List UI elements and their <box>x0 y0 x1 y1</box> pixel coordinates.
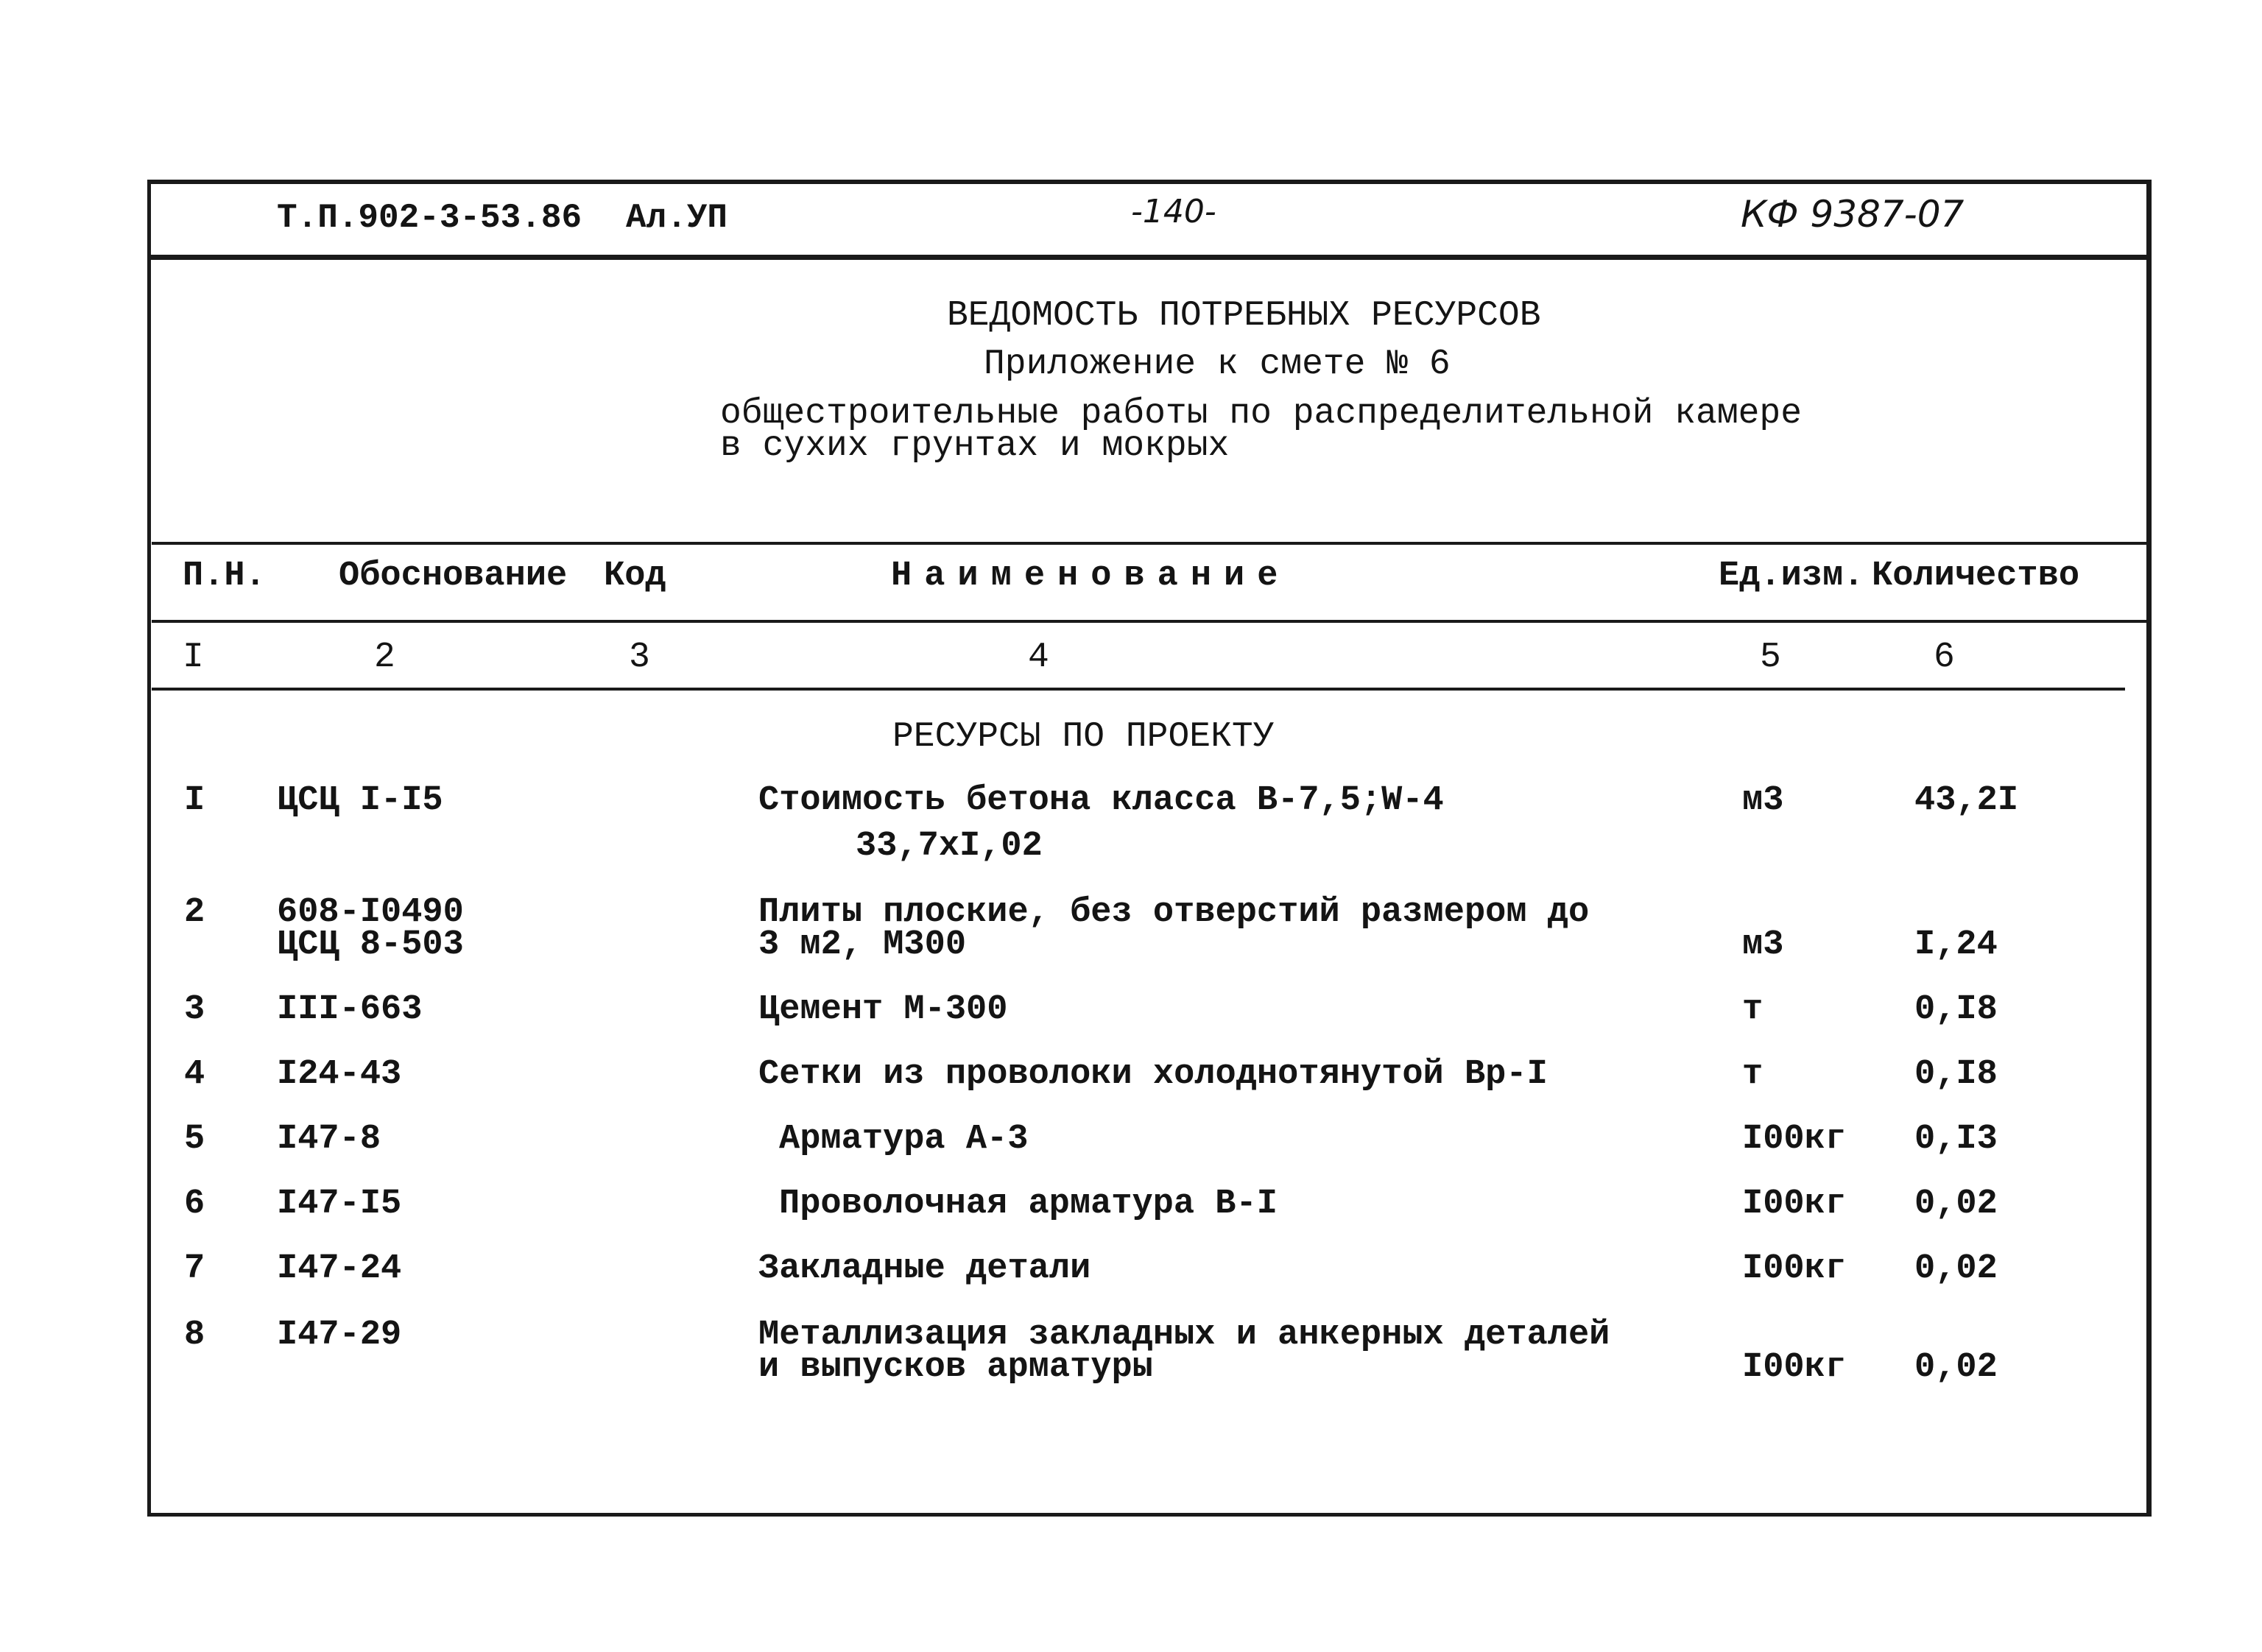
row-8-unit: I00кг <box>1742 1348 1847 1387</box>
column-header-code: Код <box>604 557 666 596</box>
document-code: КФ 9387-07 <box>1741 193 1965 236</box>
row-1-unit: м3 <box>1742 781 1784 820</box>
row-7-pn: 7 <box>184 1249 205 1288</box>
row-3-unit: т <box>1742 990 1764 1029</box>
row-3-quantity: 0,I8 <box>1914 990 1998 1029</box>
row-4-basis: I24-43 <box>277 1055 402 1094</box>
project-code: Т.П.902-3-53.86 <box>277 199 582 237</box>
row-1-pn: I <box>184 781 205 820</box>
row-8-name-line-1: Металлизация закладных и анкерных деталей <box>758 1316 1610 1355</box>
row-1-name <box>758 781 1444 866</box>
row-2-quantity: I,24 <box>1914 925 1998 964</box>
document-subtitle: Приложение к смете № 6 <box>984 345 1451 384</box>
row-4-name: Сетки из проволоки холоднотянутой Вр-I <box>758 1055 1548 1094</box>
row-3-pn: 3 <box>184 990 205 1029</box>
column-number-3: 3 <box>629 638 650 677</box>
row-5-name: Арматура А-3 <box>779 1120 1029 1159</box>
header-divider <box>147 255 2152 260</box>
row-6-name: Проволочная арматура В-I <box>779 1185 1278 1224</box>
column-header-unit: Ед.изм. <box>1719 557 1864 596</box>
row-4-quantity: 0,I8 <box>1914 1055 1998 1094</box>
column-header-quantity: Количество <box>1872 557 2080 596</box>
row-2-basis-line-1: 608-I0490 <box>277 893 464 932</box>
row-2-name-line-2: 3 м2, М300 <box>758 925 967 964</box>
column-number-4: 4 <box>1028 638 1049 677</box>
row-5-unit: I00кг <box>1742 1120 1847 1159</box>
row-2-basis-line-2: ЦСЦ 8-503 <box>277 925 464 964</box>
row-7-basis: I47-24 <box>277 1249 402 1288</box>
document-title: ВЕДОМОСТЬ ПОТРЕБНЫХ РЕСУРСОВ <box>947 296 1541 336</box>
section-title: РЕСУРСЫ ПО ПРОЕКТУ <box>892 717 1275 757</box>
column-header-divider <box>152 620 2152 623</box>
row-2-pn: 2 <box>184 893 205 932</box>
row-1-basis: ЦСЦ I-I5 <box>277 781 443 820</box>
page-number: -140- <box>1131 193 1216 230</box>
description-line-2: в сухих грунтах и мокрых <box>720 426 1230 466</box>
row-1-name-line-1: Стоимость бетона класса В-7,5;W-4 <box>758 781 1444 820</box>
row-6-pn: 6 <box>184 1185 205 1224</box>
row-8-quantity: 0,02 <box>1914 1348 1998 1387</box>
row-6-unit: I00кг <box>1742 1185 1847 1224</box>
title-divider <box>152 542 2152 545</box>
row-3-basis: III-663 <box>277 990 423 1029</box>
document-description <box>720 394 1803 466</box>
row-3-name: Цемент М-300 <box>758 990 1008 1029</box>
column-number-2: 2 <box>374 638 395 677</box>
row-1-quantity: 43,2I <box>1914 781 2019 820</box>
row-8-basis: I47-29 <box>277 1316 402 1355</box>
column-header-name: Наименование <box>891 557 1291 596</box>
row-4-unit: т <box>1742 1055 1764 1094</box>
column-header-pn: П.Н. <box>183 557 266 596</box>
row-7-quantity: 0,02 <box>1914 1249 1998 1288</box>
album-code: Ал.УП <box>626 199 728 237</box>
row-2-unit: м3 <box>1742 925 1784 964</box>
row-8-name <box>758 1316 1610 1387</box>
row-8-pn: 8 <box>184 1316 205 1355</box>
row-1-name-line-2: 33,7хI,02 <box>856 827 1043 866</box>
row-4-pn: 4 <box>184 1055 205 1094</box>
description-line-1: общестроительные работы по распределительной камере <box>720 394 1803 434</box>
row-5-pn: 5 <box>184 1120 205 1159</box>
row-5-quantity: 0,I3 <box>1914 1120 1998 1159</box>
row-2-name <box>758 893 1590 964</box>
column-number-1: I <box>183 638 204 677</box>
row-7-unit: I00кг <box>1742 1249 1847 1288</box>
row-2-name-line-1: Плиты плоские, без отверстий размером до <box>758 893 1590 932</box>
row-6-basis: I47-I5 <box>277 1185 402 1224</box>
column-header-basis: Обоснование <box>339 557 568 596</box>
row-8-name-line-2: и выпусков арматуры <box>758 1348 1153 1387</box>
column-number-6: 6 <box>1934 638 1955 677</box>
row-5-basis: I47-8 <box>277 1120 381 1159</box>
row-6-quantity: 0,02 <box>1914 1185 1998 1224</box>
column-number-divider <box>152 688 2125 691</box>
row-7-name: Закладные детали <box>758 1249 1091 1288</box>
row-2-basis <box>277 893 464 964</box>
column-number-5: 5 <box>1760 638 1781 677</box>
